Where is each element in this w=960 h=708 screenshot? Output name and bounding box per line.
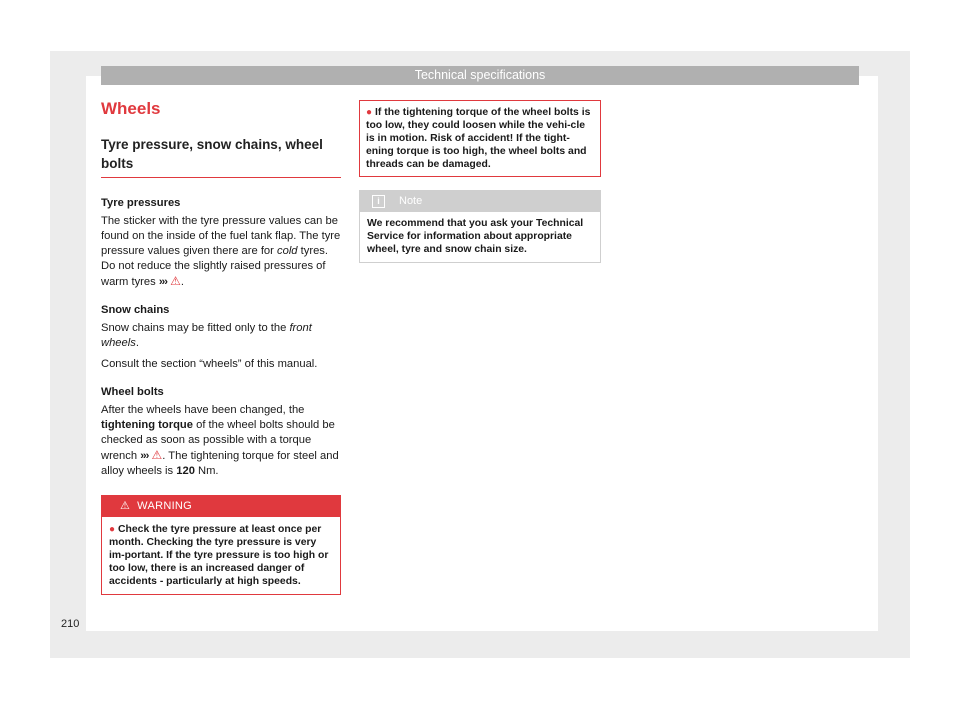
tyre-pressures-text-1: The sticker with the tyre pressure values can be found on the inside of the fuel tank flap. The tyre pressure values given there are for — [101, 215, 341, 257]
page-header: Technical specifications — [101, 66, 859, 85]
warning-item-text: Check the tyre pressure at least once per month. Checking the tyre pressure is very im-portant. If the tyre pressure is too high or too low, there is an increased danger of accidents - particularly at high speeds. — [109, 524, 329, 587]
warning-body — [102, 517, 340, 594]
note-text: We recommend that you ask your Technical Service for information about appropriate wheel, tyre and snow chain size. — [367, 218, 584, 255]
warning-label: WARNING — [137, 500, 193, 512]
reference-arrow[interactable]: ››› — [140, 450, 149, 462]
info-icon: i — [372, 195, 385, 208]
snow-chains-heading: Snow chains — [101, 304, 170, 316]
wheel-bolts-bold: tightening torque — [101, 419, 193, 431]
note-label: Note — [399, 195, 423, 207]
warning-item — [109, 523, 334, 588]
reference-arrow[interactable]: ››› — [158, 276, 167, 288]
left-column — [101, 99, 341, 595]
warning-triangle-icon[interactable]: ⚠ — [170, 274, 181, 288]
note-body — [360, 212, 600, 262]
right-column — [359, 100, 601, 263]
wheel-bolts-block — [101, 385, 341, 479]
tyre-pressures-text-2: tyres. Do not reduce the slightly raised pressures of warm tyres — [101, 245, 328, 288]
snow-chains-italic: front wheels — [101, 322, 312, 349]
tyre-pressures-text — [101, 214, 341, 290]
wheel-bolts-text — [101, 403, 341, 479]
wheel-bolts-text-3: . The tightening torque for steel and alloy wheels is — [101, 450, 339, 477]
snow-chains-block — [101, 303, 341, 372]
snow-chains-consult: Consult the section “wheels” of this manual. — [101, 358, 318, 370]
page-number: 210 — [61, 618, 80, 630]
warning-item-text: If the tightening torque of the wheel bolts is too low, they could loosen while the vehi-cle is in motion. Risk of accident! If the tight-ening torque is too high, the wheel bolts and threads can be damaged. — [366, 107, 591, 170]
bullet-icon: ● — [109, 524, 116, 535]
snow-chains-text-1: Snow chains may be fitted only to the — [101, 322, 290, 334]
wheel-bolts-heading: Wheel bolts — [101, 386, 164, 398]
tyre-pressures-end: . — [180, 276, 184, 288]
tyre-pressures-heading: Tyre pressures — [101, 197, 181, 209]
torque-unit: Nm. — [194, 465, 219, 477]
torque-value: 120 — [176, 465, 195, 477]
note-header — [360, 191, 600, 212]
note-box — [359, 190, 601, 263]
warning-box — [101, 495, 341, 595]
section-title: Wheels — [101, 99, 161, 118]
warning-triangle-icon[interactable]: ⚠ — [151, 448, 163, 462]
wheel-bolts-text-2: of the wheel bolts should be checked as soon as possible with a torque wrench — [101, 419, 335, 462]
warning-header — [102, 496, 340, 517]
warning-continuation-box — [359, 100, 601, 177]
bullet-icon: ● — [366, 107, 373, 118]
warning-item — [366, 106, 594, 171]
warning-triangle-icon: ⚠ — [120, 500, 131, 512]
tyre-pressures-block — [101, 196, 341, 290]
snow-chains-text — [101, 321, 341, 351]
snow-chains-text-2: . — [135, 337, 139, 349]
section-subtitle: Tyre pressure, snow chains, wheel bolts — [101, 135, 341, 178]
tyre-pressures-italic: cold — [277, 245, 298, 257]
wheel-bolts-text-1: After the wheels have been changed, the — [101, 404, 305, 416]
